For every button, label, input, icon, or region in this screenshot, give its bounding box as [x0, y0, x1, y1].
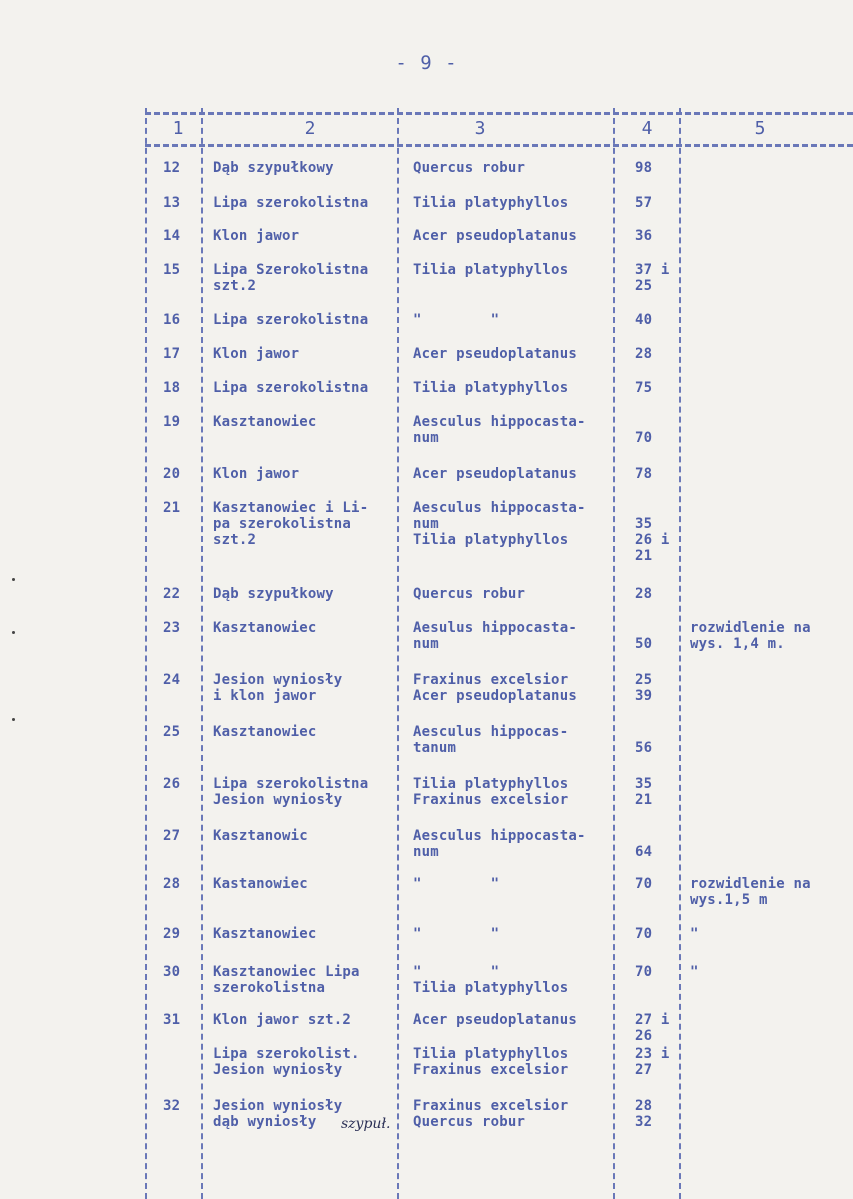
- cell-no: 18: [163, 380, 181, 396]
- cell-no: 16: [163, 312, 181, 328]
- cell-circ: 70: [635, 964, 653, 980]
- cell-name: Lipa szerokolistna: [213, 380, 369, 396]
- cell-name: Klon jawor: [213, 466, 300, 482]
- cell-circ: 75: [635, 380, 653, 396]
- cell-name: Kasztanowiec: [213, 414, 317, 430]
- cell-latin: Fraxinus excelsior Acer pseudoplatanus: [413, 672, 577, 704]
- cell-latin: Tilia platyphyllos Fraxinus excelsior: [413, 776, 569, 808]
- cell-no: 29: [163, 926, 181, 942]
- cell-name: Kasztanowiec Lipa szerokolistna: [213, 964, 360, 996]
- cell-no: 17: [163, 346, 181, 362]
- cell-notes: rozwidlenie na wys.1,5 m: [690, 876, 811, 908]
- cell-latin: Acer pseudoplatanus: [413, 228, 577, 244]
- cell-latin: Acer pseudoplatanus: [413, 466, 577, 482]
- cell-name: Lipa szerokolistna: [213, 195, 369, 211]
- cell-notes: rozwidlenie na wys. 1,4 m.: [690, 620, 811, 652]
- cell-circ: 56: [635, 740, 653, 756]
- column-header: 2: [304, 118, 316, 139]
- cell-circ: 70: [635, 926, 653, 942]
- cell-no: 23: [163, 620, 181, 636]
- cell-name: Jesion wyniosły i klon jawor: [213, 672, 343, 704]
- cell-no: 21: [163, 500, 181, 516]
- cell-circ: 37 i 25: [635, 262, 670, 294]
- cell-circ: 70: [635, 430, 653, 446]
- cell-circ: 35 21: [635, 776, 653, 808]
- cell-circ: 40: [635, 312, 653, 328]
- cell-latin: Tilia platyphyllos: [413, 380, 569, 396]
- cell-circ: 36: [635, 228, 653, 244]
- cell-name: Klon jawor szt.2: [213, 1012, 352, 1028]
- cell-name: Jesion wyniosły dąb wyniosły: [213, 1098, 343, 1130]
- column-header: 5: [754, 118, 766, 139]
- cell-name: Kasztanowiec: [213, 724, 317, 740]
- cell-latin: Acer pseudoplatanus: [413, 346, 577, 362]
- table-top-rule: [145, 112, 853, 115]
- cell-latin: " " Tilia platyphyllos: [413, 964, 569, 996]
- cell-circ: 78: [635, 466, 653, 482]
- cell-name: Kasztanowic: [213, 828, 308, 844]
- margin-dot: [12, 718, 15, 721]
- cell-no: 25: [163, 724, 181, 740]
- column-header: 4: [641, 118, 653, 139]
- column-header: 1: [172, 118, 184, 139]
- cell-name: Kasztanowiec: [213, 926, 317, 942]
- cell-name: Lipa Szerokolistna szt.2: [213, 262, 369, 294]
- cell-circ: 28: [635, 346, 653, 362]
- margin-dot: [12, 578, 15, 581]
- cell-latin: Aesulus hippocasta- num: [413, 620, 577, 652]
- cell-name: Dąb szypułkowy: [213, 586, 334, 602]
- cell-no: 22: [163, 586, 181, 602]
- cell-circ: 57: [635, 195, 653, 211]
- cell-circ: 64: [635, 844, 653, 860]
- cell-name: Klon jawor: [213, 228, 300, 244]
- cell-latin: Fraxinus excelsior Quercus robur: [413, 1098, 569, 1130]
- cell-latin: Tilia platyphyllos: [413, 262, 569, 278]
- column-divider: [679, 108, 681, 1199]
- cell-circ: 23 i 27: [635, 1046, 670, 1078]
- cell-no: 26: [163, 776, 181, 792]
- cell-latin: Aesculus hippocasta- num Tilia platyphyllos: [413, 500, 586, 548]
- cell-name: Lipa szerokolistna: [213, 312, 369, 328]
- cell-latin: Aesculus hippocasta- num: [413, 414, 586, 446]
- page-number: - 9 -: [395, 52, 458, 74]
- column-header: 3: [474, 118, 486, 139]
- cell-no: 27: [163, 828, 181, 844]
- cell-latin: Tilia platyphyllos: [413, 195, 569, 211]
- cell-name: Klon jawor: [213, 346, 300, 362]
- margin-dot: [12, 631, 15, 634]
- cell-circ: 35 26 i 21: [635, 516, 670, 564]
- cell-latin: Acer pseudoplatanus: [413, 1012, 577, 1028]
- cell-latin: " ": [413, 312, 500, 328]
- cell-latin: Tilia platyphyllos Fraxinus excelsior: [413, 1046, 569, 1078]
- cell-circ: 25 39: [635, 672, 653, 704]
- cell-no: 15: [163, 262, 181, 278]
- cell-circ: 70: [635, 876, 653, 892]
- cell-circ: 98: [635, 160, 653, 176]
- handwritten-annotation: szypuł.: [341, 1116, 391, 1132]
- column-divider: [145, 108, 147, 1199]
- cell-name: Kastanowiec: [213, 876, 308, 892]
- cell-no: 20: [163, 466, 181, 482]
- cell-latin: " ": [413, 926, 500, 942]
- cell-notes: ": [690, 926, 699, 942]
- cell-name: Kasztanowiec i Li- pa szerokolistna szt.2: [213, 500, 369, 548]
- cell-circ: 28 32: [635, 1098, 653, 1130]
- cell-no: 24: [163, 672, 181, 688]
- table-header-rule: [145, 144, 853, 147]
- column-divider: [201, 108, 203, 1199]
- cell-no: 12: [163, 160, 181, 176]
- cell-latin: " ": [413, 876, 500, 892]
- cell-latin: Aesculus hippocas- tanum: [413, 724, 569, 756]
- cell-notes: ": [690, 964, 699, 980]
- cell-circ: 27 i 26: [635, 1012, 670, 1044]
- cell-no: 31: [163, 1012, 181, 1028]
- cell-latin: Quercus robur: [413, 160, 526, 176]
- cell-circ: 50: [635, 636, 653, 652]
- cell-circ: 28: [635, 586, 653, 602]
- tree-inventory-table: [145, 108, 853, 1199]
- cell-name: Lipa szerokolist. Jesion wyniosły: [213, 1046, 360, 1078]
- cell-name: Dąb szypułkowy: [213, 160, 334, 176]
- cell-no: 14: [163, 228, 181, 244]
- cell-no: 32: [163, 1098, 181, 1114]
- cell-no: 30: [163, 964, 181, 980]
- cell-no: 19: [163, 414, 181, 430]
- cell-name: Lipa szerokolistna Jesion wyniosły: [213, 776, 369, 808]
- cell-latin: Aesculus hippocasta- num: [413, 828, 586, 860]
- cell-latin: Quercus robur: [413, 586, 526, 602]
- cell-no: 28: [163, 876, 181, 892]
- cell-name: Kasztanowiec: [213, 620, 317, 636]
- cell-no: 13: [163, 195, 181, 211]
